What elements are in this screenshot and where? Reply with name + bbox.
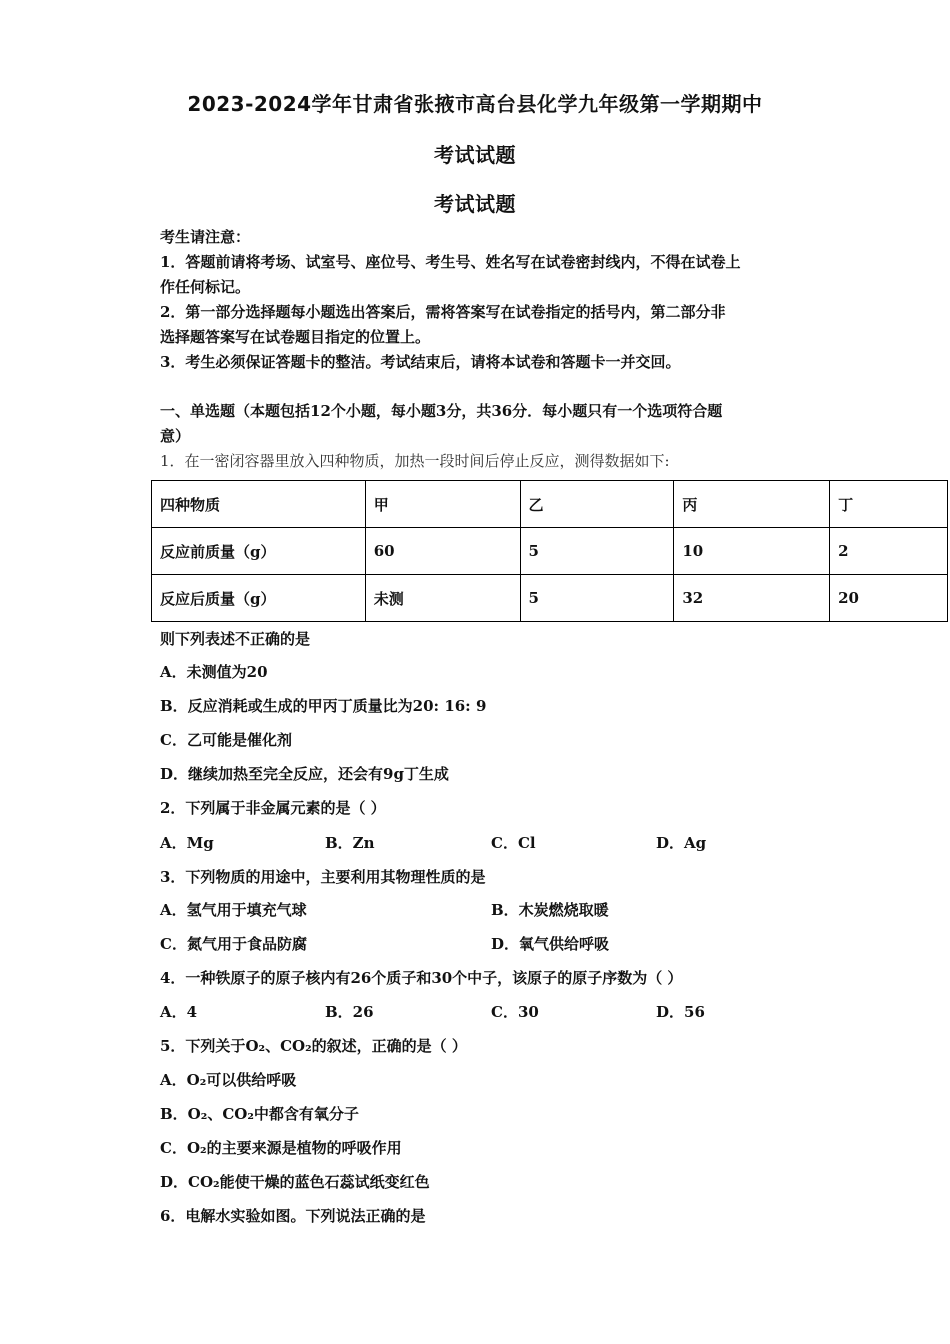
- q3-option-d: D．氧气供给呼吸: [491, 935, 610, 953]
- q5-option-d: D．CO₂能使干燥的蓝色石蕊试纸变红色: [160, 1173, 430, 1191]
- table-row: [152, 528, 948, 575]
- q2-stem: 2．下列属于非金属元素的是（ ）: [160, 799, 386, 817]
- notice-heading: 考生请注意：: [160, 228, 251, 246]
- table-cell: 乙: [520, 481, 674, 528]
- q1-option-a: A．未测值为20: [160, 663, 268, 681]
- q3-option-c: C．氮气用于食品防腐: [160, 935, 307, 953]
- q1-option-b: B．反应消耗或生成的甲丙丁质量比为20: 16: 9: [160, 697, 487, 715]
- table-cell: 丙: [674, 481, 830, 528]
- notice-item-3: 3．考生必须保证答题卡的整洁。考试结束后，请将本试卷和答题卡一并交回。: [160, 353, 681, 371]
- table-cell: 反应后质量（g）: [152, 575, 366, 622]
- q4-option-d: D．56: [656, 1003, 705, 1021]
- q3-option-a: A．氢气用于填充气球: [160, 901, 307, 919]
- q2-option-a: A．Mg: [160, 834, 214, 852]
- exam-title-line-1: 2023-2024学年甘肃省张掖市高台县化学九年级第一学期期中: [187, 92, 763, 116]
- notice-item-1a: 1．答题前请将考场、试室号、座位号、考生号、姓名写在试卷密封线内，不得在试卷上: [160, 253, 741, 271]
- table-cell: 丁: [830, 481, 948, 528]
- q1-option-d: D．继续加热至完全反应，还会有9g丁生成: [160, 765, 449, 783]
- table-header-row: [152, 481, 948, 528]
- q5-option-a: A．O₂可以供给呼吸: [160, 1071, 297, 1089]
- table-cell: 反应前质量（g）: [152, 528, 366, 575]
- q4-stem: 4．一种铁原子的原子核内有26个质子和30个中子，该原子的原子序数为（ ）: [160, 969, 683, 987]
- table-cell: 2: [830, 528, 948, 575]
- section-heading-b: 意）: [160, 427, 191, 445]
- q1-stem: 1．在一密闭容器里放入四种物质，加热一段时间后停止反应，测得数据如下:: [160, 452, 670, 470]
- table-cell: 未测: [365, 575, 520, 622]
- q5-stem: 5．下列关于O₂、CO₂的叙述，正确的是（ ）: [160, 1037, 467, 1055]
- q1-question: 则下列表述不正确的是: [160, 630, 311, 648]
- exam-title-line-2: 考试试题: [434, 143, 516, 167]
- table-cell: 10: [674, 528, 830, 575]
- q3-stem: 3．下列物质的用途中，主要利用其物理性质的是: [160, 868, 486, 886]
- table-row: [152, 575, 948, 622]
- table-cell: 甲: [365, 481, 520, 528]
- q5-option-c: C．O₂的主要来源是植物的呼吸作用: [160, 1139, 402, 1157]
- exam-title-line-3: 考试试题: [434, 192, 516, 216]
- table-cell: 32: [674, 575, 830, 622]
- table-cell: 四种物质: [152, 481, 366, 528]
- table-cell: 20: [830, 575, 948, 622]
- q4-option-b: B．26: [325, 1003, 374, 1021]
- notice-item-1b: 作任何标记。: [160, 278, 251, 296]
- q3-option-b: B．木炭燃烧取暖: [491, 901, 609, 919]
- table-cell: 5: [520, 528, 674, 575]
- q2-option-c: C．Cl: [491, 834, 536, 852]
- q1-option-c: C．乙可能是催化剂: [160, 731, 292, 749]
- q2-option-b: B．Zn: [325, 834, 375, 852]
- section-heading-a: 一、单选题（本题包括12个小题，每小题3分，共36分．每小题只有一个选项符合题: [160, 402, 723, 420]
- notice-item-2a: 2．第一部分选择题每小题选出答案后，需将答案写在试卷指定的括号内，第二部分非: [160, 303, 726, 321]
- q5-option-b: B．O₂、CO₂中都含有氧分子: [160, 1105, 359, 1123]
- table-cell: 60: [365, 528, 520, 575]
- q4-option-c: C．30: [491, 1003, 539, 1021]
- q2-option-d: D．Ag: [656, 834, 707, 852]
- q4-option-a: A．4: [160, 1003, 198, 1021]
- notice-item-2b: 选择题答案写在试卷题目指定的位置上。: [160, 328, 431, 346]
- table-cell: 5: [520, 575, 674, 622]
- q1-data-table: [151, 480, 948, 622]
- q6-stem: 6．电解水实验如图。下列说法正确的是: [160, 1207, 426, 1225]
